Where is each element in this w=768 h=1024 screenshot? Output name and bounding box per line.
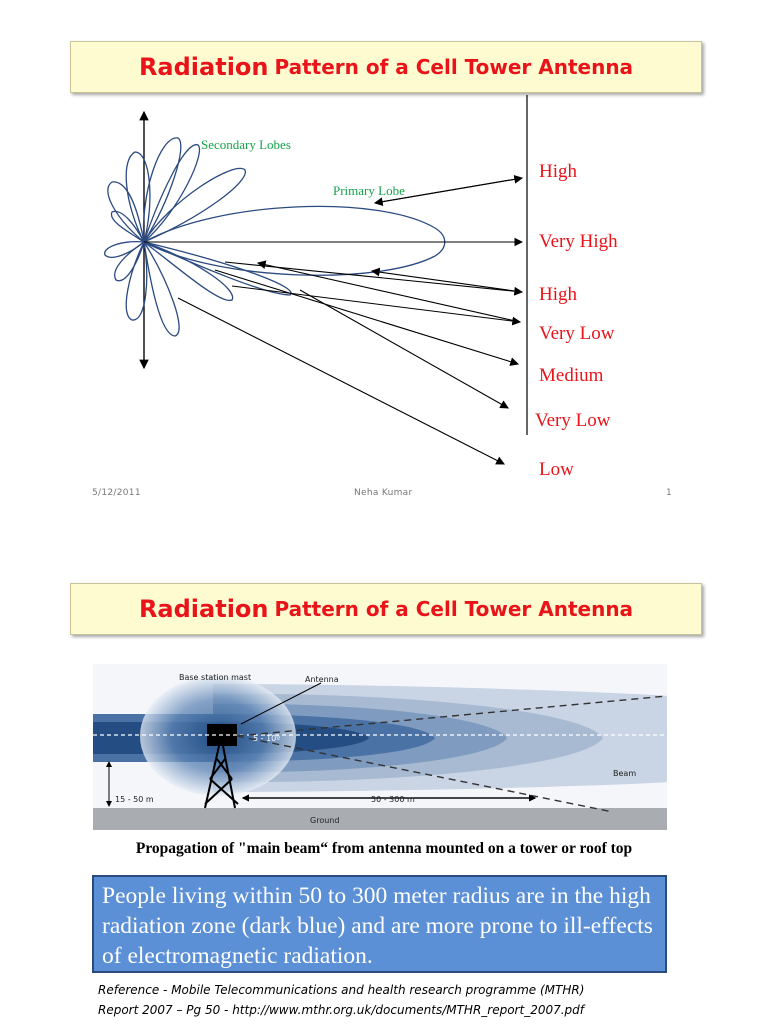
slide1-title xyxy=(70,41,702,93)
antenna-label: Antenna xyxy=(305,675,339,684)
ray xyxy=(225,262,522,292)
slide2-title xyxy=(70,583,702,635)
figure-caption: Propagation of "main beam“ from antenna mounted on a tower or roof top xyxy=(135,840,633,857)
slide1-title-part1: Radiation xyxy=(138,53,269,81)
radiation-pattern-diagram xyxy=(0,90,768,490)
slide2-title-part2: Pattern of a Cell Tower Antenna xyxy=(274,597,634,621)
reference-line-1: Reference - Mobile Telecommunications and health research programme (MTHR) xyxy=(98,983,585,997)
beam-label: Beam xyxy=(613,769,637,778)
ray xyxy=(178,298,504,464)
info-box: People living within 50 to 300 meter radius are in the high radiation zone (dark blue) and are more prone to ill-effects of electromagnetic radiation. xyxy=(92,875,667,973)
intensity-label: High xyxy=(539,284,577,305)
ray xyxy=(232,286,520,322)
footer-author: Neha Kumar xyxy=(354,488,413,498)
intensity-label: Very High xyxy=(539,231,618,252)
ray xyxy=(215,270,518,364)
mast-label: Base station mast xyxy=(179,673,252,682)
ray xyxy=(258,263,520,322)
intensity-label: Medium xyxy=(539,365,604,386)
ground-label: Ground xyxy=(310,816,340,825)
reference-line-2: Report 2007 – Pg 50 - http://www.mthr.org.uk/documents/MTHR_report_2007.pdf xyxy=(98,1003,585,1017)
slide1-title-part2: Pattern of a Cell Tower Antenna xyxy=(274,55,634,79)
distance-label: 50 - 300 m xyxy=(371,795,415,804)
ground xyxy=(93,808,667,830)
angle-label: 5 - 10º xyxy=(253,734,281,743)
beam-propagation-figure xyxy=(93,664,667,830)
footer-page-number: 1 xyxy=(666,488,673,498)
height-label: 15 - 50 m xyxy=(115,795,154,804)
primary-lobe xyxy=(144,206,445,275)
slide2-title-part1: Radiation xyxy=(138,595,269,623)
reference-text xyxy=(98,980,718,1020)
secondary-lobe xyxy=(144,168,245,242)
intensity-label: Low xyxy=(539,459,574,480)
intensity-label: Very Low xyxy=(539,323,615,344)
ray xyxy=(372,271,522,292)
secondary-lobes-label: Secondary Lobes xyxy=(201,137,291,152)
footer-date: 5/12/2011 xyxy=(92,488,141,498)
intensity-label: High xyxy=(539,161,577,182)
secondary-lobe xyxy=(115,242,144,281)
primary-lobe-label: Primary Lobe xyxy=(333,183,405,198)
intensity-label: Very Low xyxy=(535,410,611,431)
